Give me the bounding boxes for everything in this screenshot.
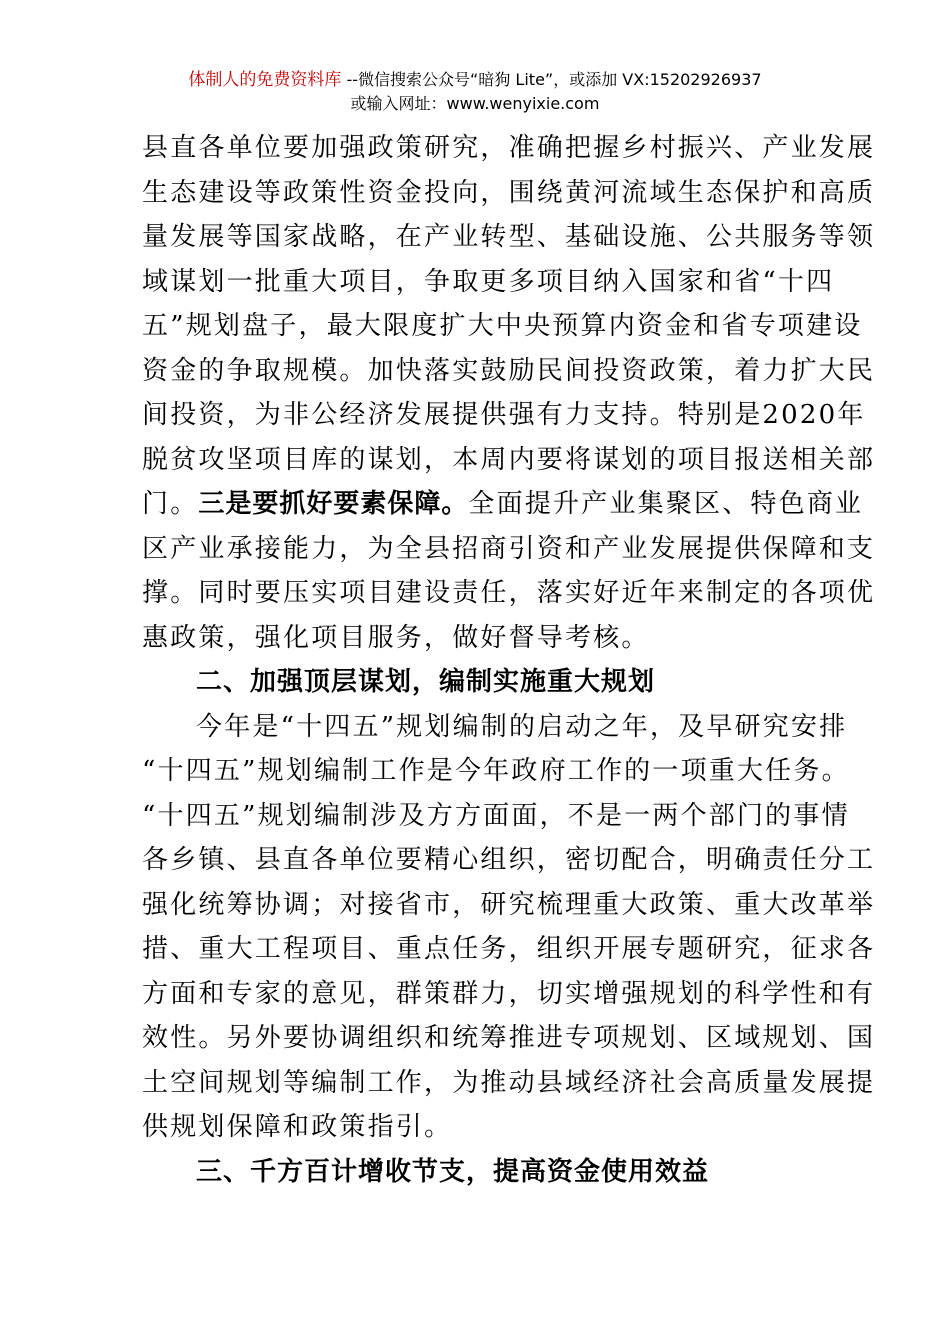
text-line: 资金的争取规模。加快落实鼓励民间投资政策，着力扩大民 bbox=[142, 355, 876, 386]
header-line-2: 或输入网址：www.wenyixie.com bbox=[350, 94, 600, 113]
text-line: 五”规划盘子，最大限度扩大中央预算内资金和省专项建设 bbox=[142, 311, 863, 341]
text-run: 全面提升产业集聚区、特色商业 bbox=[468, 489, 864, 519]
text-line: “十四五”规划编制涉及方方面面，不是一两个部门的事情 bbox=[142, 800, 850, 831]
text-line: 撑。同时要压实项目建设责任，落实好近年来制定的各项优 bbox=[142, 578, 876, 608]
text-line: 脱贫攻坚项目库的谋划，本周内要将谋划的项目报送相关部 bbox=[142, 444, 876, 475]
page-header bbox=[0, 68, 950, 116]
header-promo: --微信搜索公众号“暗狗 Lite”，或添加 VX:15202926937 bbox=[341, 70, 762, 89]
text-line: 方面和专家的意见，群策群力，切实增强规划的科学性和有 bbox=[142, 978, 876, 1009]
text-line: 强化统筹协调；对接省市，研究梳理重大政策、重大改革举 bbox=[142, 889, 876, 920]
text-line: 各乡镇、县直各单位要精心组织，密切配合，明确责任分工 bbox=[142, 845, 876, 875]
bold-lead-phrase: 三是要抓好要素保障。 bbox=[198, 489, 469, 519]
text-line: 供规划保障和政策指引。 bbox=[142, 1112, 453, 1142]
text-run: 门。 bbox=[142, 489, 199, 519]
text-line: 生态建设等政策性资金投向，围绕黄河流域生态保护和高质 bbox=[142, 177, 876, 208]
text-line: 效性。另外要协调组织和统筹推进专项规划、区域规划、国 bbox=[142, 1023, 876, 1053]
text-line bbox=[142, 482, 864, 527]
text-line: 惠政策，强化项目服务，做好督导考核。 bbox=[142, 622, 650, 653]
section-heading-2: 二、加强顶层谋划，编制实施重大规划 bbox=[196, 667, 656, 697]
text-line: 县直各单位要加强政策研究，准确把握乡村振兴、产业发展 bbox=[142, 133, 876, 163]
document-body bbox=[142, 126, 876, 1194]
text-line: 今年是“十四五”规划编制的启动之年，及早研究安排 bbox=[196, 711, 848, 742]
header-line-1 bbox=[0, 68, 950, 92]
text-line: “十四五”规划编制工作是今年政府工作的一项重大任务。 bbox=[142, 756, 850, 786]
text-line: 区产业承接能力，为全县招商引资和产业发展提供保障和支 bbox=[142, 533, 876, 564]
text-line: 间投资，为非公经济发展提供强有力支持。特别是2020年 bbox=[142, 400, 866, 430]
text-line: 量发展等国家战略，在产业转型、基础设施、公共服务等领 bbox=[142, 222, 876, 252]
text-line: 域谋划一批重大项目，争取更多项目纳入国家和省“十四 bbox=[142, 266, 835, 297]
text-line: 土空间规划等编制工作，为推动县域经济社会高质量发展提 bbox=[142, 1067, 876, 1098]
text-line: 措、重大工程项目、重点任务，组织开展专题研究，征求各 bbox=[142, 934, 876, 964]
header-brand: 体制人的免费资料库 bbox=[188, 70, 342, 90]
section-heading-3: 三、千方百计增收节支，提高资金使用效益 bbox=[196, 1156, 710, 1187]
